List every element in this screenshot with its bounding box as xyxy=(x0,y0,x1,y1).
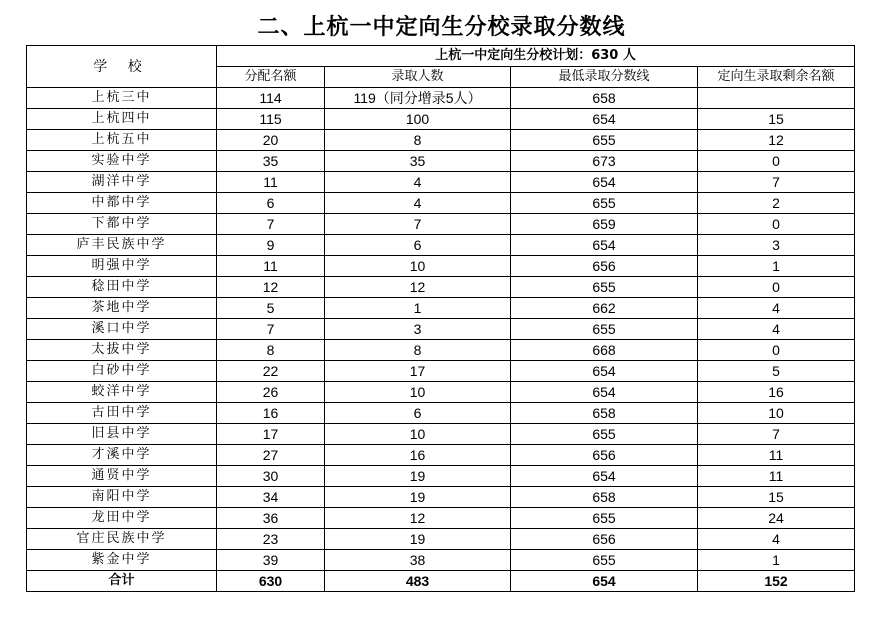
table-row xyxy=(27,298,855,319)
school-name: 旧县中学 xyxy=(27,424,217,445)
remaining-cell: 11 xyxy=(698,466,855,487)
admitted-cell: 6 xyxy=(325,403,511,424)
quota-cell: 7 xyxy=(217,319,325,340)
remaining-cell: 15 xyxy=(698,487,855,508)
remaining-cell: 0 xyxy=(698,340,855,361)
quota-cell: 115 xyxy=(217,109,325,130)
total-quota: 630 xyxy=(217,571,325,592)
remaining-cell: 4 xyxy=(698,319,855,340)
table-row xyxy=(27,130,855,151)
table-row xyxy=(27,256,855,277)
table-row xyxy=(27,361,855,382)
admission-score-table xyxy=(26,45,855,592)
school-name: 中都中学 xyxy=(27,193,217,214)
table-row xyxy=(27,382,855,403)
table-row xyxy=(27,340,855,361)
min-score-cell: 655 xyxy=(511,130,698,151)
admitted-cell: 4 xyxy=(325,172,511,193)
school-name: 太拔中学 xyxy=(27,340,217,361)
table-row xyxy=(27,403,855,424)
admitted-cell: 8 xyxy=(325,130,511,151)
quota-cell: 39 xyxy=(217,550,325,571)
table-row xyxy=(27,466,855,487)
quota-cell: 34 xyxy=(217,487,325,508)
quota-cell: 22 xyxy=(217,361,325,382)
admitted-cell: 119（同分增录5人） xyxy=(325,88,511,109)
admitted-cell: 10 xyxy=(325,424,511,445)
remaining-cell: 4 xyxy=(698,298,855,319)
quota-cell: 8 xyxy=(217,340,325,361)
remaining-cell: 2 xyxy=(698,193,855,214)
min-score-cell: 655 xyxy=(511,277,698,298)
table-row xyxy=(27,88,855,109)
remaining-cell: 0 xyxy=(698,151,855,172)
table-row xyxy=(27,109,855,130)
table-row xyxy=(27,445,855,466)
admitted-cell: 1 xyxy=(325,298,511,319)
table-row xyxy=(27,508,855,529)
table-row xyxy=(27,193,855,214)
min-score-cell: 662 xyxy=(511,298,698,319)
school-name: 明强中学 xyxy=(27,256,217,277)
plan-header: 上杭一中定向生分校计划：630 人 xyxy=(217,46,855,67)
total-admitted: 483 xyxy=(325,571,511,592)
quota-cell: 5 xyxy=(217,298,325,319)
quota-cell: 16 xyxy=(217,403,325,424)
quota-cell: 20 xyxy=(217,130,325,151)
min-score-cell: 658 xyxy=(511,88,698,109)
remaining-cell: 7 xyxy=(698,424,855,445)
min-score-cell: 658 xyxy=(511,487,698,508)
remaining-cell xyxy=(698,88,855,109)
remaining-cell: 15 xyxy=(698,109,855,130)
remaining-cell: 3 xyxy=(698,235,855,256)
remaining-cell: 10 xyxy=(698,403,855,424)
school-name: 古田中学 xyxy=(27,403,217,424)
column-header-admitted: 录取人数 xyxy=(325,67,511,88)
min-score-cell: 659 xyxy=(511,214,698,235)
min-score-cell: 658 xyxy=(511,403,698,424)
admitted-cell: 12 xyxy=(325,508,511,529)
total-min-score: 654 xyxy=(511,571,698,592)
table-row xyxy=(27,319,855,340)
min-score-cell: 654 xyxy=(511,361,698,382)
min-score-cell: 654 xyxy=(511,109,698,130)
admitted-cell: 19 xyxy=(325,466,511,487)
min-score-cell: 654 xyxy=(511,235,698,256)
min-score-cell: 654 xyxy=(511,172,698,193)
total-label: 合计 xyxy=(27,571,217,592)
remaining-cell: 24 xyxy=(698,508,855,529)
total-remaining: 152 xyxy=(698,571,855,592)
quota-cell: 114 xyxy=(217,88,325,109)
school-name: 溪口中学 xyxy=(27,319,217,340)
quota-cell: 12 xyxy=(217,277,325,298)
admitted-cell: 12 xyxy=(325,277,511,298)
table-row xyxy=(27,235,855,256)
min-score-cell: 655 xyxy=(511,508,698,529)
remaining-cell: 5 xyxy=(698,361,855,382)
admitted-cell: 6 xyxy=(325,235,511,256)
remaining-cell: 7 xyxy=(698,172,855,193)
admitted-cell: 4 xyxy=(325,193,511,214)
school-name: 才溪中学 xyxy=(27,445,217,466)
page-title: 二、上杭一中定向生分校录取分数线 xyxy=(257,15,626,40)
admitted-cell: 10 xyxy=(325,256,511,277)
min-score-cell: 656 xyxy=(511,529,698,550)
quota-cell: 27 xyxy=(217,445,325,466)
school-name: 蛟洋中学 xyxy=(27,382,217,403)
column-header-min-score: 最低录取分数线 xyxy=(511,67,698,88)
min-score-cell: 654 xyxy=(511,382,698,403)
remaining-cell: 12 xyxy=(698,130,855,151)
school-column-header: 学 校 xyxy=(27,46,217,88)
quota-cell: 9 xyxy=(217,235,325,256)
quota-cell: 23 xyxy=(217,529,325,550)
remaining-cell: 16 xyxy=(698,382,855,403)
table-row xyxy=(27,172,855,193)
quota-cell: 36 xyxy=(217,508,325,529)
table-row xyxy=(27,214,855,235)
remaining-cell: 0 xyxy=(698,277,855,298)
admitted-cell: 19 xyxy=(325,487,511,508)
table-row xyxy=(27,424,855,445)
table-row xyxy=(27,487,855,508)
quota-cell: 35 xyxy=(217,151,325,172)
admitted-cell: 10 xyxy=(325,382,511,403)
admitted-cell: 100 xyxy=(325,109,511,130)
school-name: 白砂中学 xyxy=(27,361,217,382)
school-name: 通贤中学 xyxy=(27,466,217,487)
table-row xyxy=(27,550,855,571)
admitted-cell: 8 xyxy=(325,340,511,361)
table-body xyxy=(27,88,855,571)
remaining-cell: 1 xyxy=(698,256,855,277)
table-row xyxy=(27,277,855,298)
min-score-cell: 668 xyxy=(511,340,698,361)
school-name: 上杭五中 xyxy=(27,130,217,151)
remaining-cell: 1 xyxy=(698,550,855,571)
table-row xyxy=(27,151,855,172)
school-name: 上杭四中 xyxy=(27,109,217,130)
quota-cell: 26 xyxy=(217,382,325,403)
admitted-cell: 35 xyxy=(325,151,511,172)
column-header-remaining: 定向生录取剩余名额 xyxy=(698,67,855,88)
total-row xyxy=(27,571,855,592)
remaining-cell: 4 xyxy=(698,529,855,550)
school-name: 湖洋中学 xyxy=(27,172,217,193)
remaining-cell: 0 xyxy=(698,214,855,235)
quota-cell: 6 xyxy=(217,193,325,214)
admitted-cell: 3 xyxy=(325,319,511,340)
min-score-cell: 655 xyxy=(511,193,698,214)
column-header-quota: 分配名额 xyxy=(217,67,325,88)
min-score-cell: 655 xyxy=(511,550,698,571)
quota-cell: 30 xyxy=(217,466,325,487)
admitted-cell: 7 xyxy=(325,214,511,235)
quota-cell: 11 xyxy=(217,172,325,193)
min-score-cell: 656 xyxy=(511,256,698,277)
admitted-cell: 17 xyxy=(325,361,511,382)
quota-cell: 11 xyxy=(217,256,325,277)
min-score-cell: 655 xyxy=(511,424,698,445)
admitted-cell: 19 xyxy=(325,529,511,550)
school-name: 下都中学 xyxy=(27,214,217,235)
school-name: 南阳中学 xyxy=(27,487,217,508)
table-row xyxy=(27,529,855,550)
quota-cell: 7 xyxy=(217,214,325,235)
admitted-cell: 38 xyxy=(325,550,511,571)
min-score-cell: 654 xyxy=(511,466,698,487)
school-name: 实验中学 xyxy=(27,151,217,172)
min-score-cell: 655 xyxy=(511,319,698,340)
school-name: 稔田中学 xyxy=(27,277,217,298)
min-score-cell: 673 xyxy=(511,151,698,172)
quota-cell: 17 xyxy=(217,424,325,445)
school-name: 官庄民族中学 xyxy=(27,529,217,550)
remaining-cell: 11 xyxy=(698,445,855,466)
school-name: 庐丰民族中学 xyxy=(27,235,217,256)
min-score-cell: 656 xyxy=(511,445,698,466)
school-name: 龙田中学 xyxy=(27,508,217,529)
admitted-cell: 16 xyxy=(325,445,511,466)
school-name: 紫金中学 xyxy=(27,550,217,571)
school-name: 茶地中学 xyxy=(27,298,217,319)
school-name: 上杭三中 xyxy=(27,88,217,109)
